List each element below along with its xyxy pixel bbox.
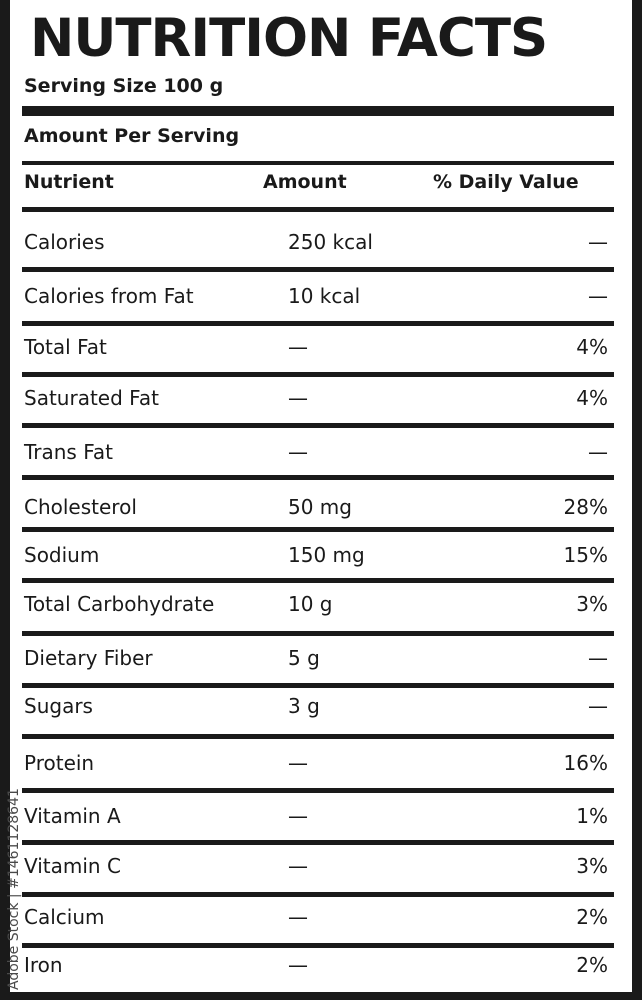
table-row [0, 953, 642, 993]
row-divider [22, 943, 614, 948]
row-divider [22, 267, 614, 272]
table-row [0, 854, 642, 894]
nutrient-amount: — [288, 751, 308, 775]
nutrient-name: Sugars [24, 694, 93, 718]
nutrient-name: Total Fat [24, 335, 107, 359]
nutrient-name: Sodium [24, 543, 100, 567]
row-divider [22, 372, 614, 377]
nutrient-daily-value: 4% [576, 386, 608, 410]
row-divider [22, 423, 614, 428]
nutrient-daily-value: 3% [576, 592, 608, 616]
nutrient-amount: 50 mg [288, 495, 352, 519]
nutrient-name: Calcium [24, 905, 105, 929]
table-row [0, 284, 642, 324]
table-row [0, 543, 642, 583]
row-divider [22, 683, 614, 688]
nutrient-amount: 150 mg [288, 543, 365, 567]
nutrient-daily-value: 28% [563, 495, 608, 519]
nutrient-amount: 3 g [288, 694, 320, 718]
table-row [0, 751, 642, 791]
nutrient-amount: — [288, 335, 308, 359]
nutrient-daily-value: 2% [576, 953, 608, 977]
table-row [0, 905, 642, 945]
nutrient-amount: 10 kcal [288, 284, 361, 308]
nutrient-name: Dietary Fiber [24, 646, 153, 670]
header-daily-value: % Daily Value [433, 171, 579, 193]
nutrient-daily-value: 16% [563, 751, 608, 775]
nutrient-daily-value: 1% [576, 804, 608, 828]
row-divider [22, 840, 614, 845]
nutrient-amount: 5 g [288, 646, 320, 670]
nutrient-amount: — [288, 854, 308, 878]
nutrient-daily-value: 15% [563, 543, 608, 567]
row-divider [22, 788, 614, 793]
table-row [0, 804, 642, 844]
nutrient-amount: 10 g [288, 592, 333, 616]
table-row [0, 592, 642, 632]
row-divider [22, 892, 614, 897]
nutrient-daily-value: — [588, 694, 608, 718]
nutrient-daily-value: — [588, 284, 608, 308]
nutrient-name: Calories from Fat [24, 284, 194, 308]
nutrient-name: Calories [24, 230, 105, 254]
nutrient-daily-value: — [588, 440, 608, 464]
nutrient-amount: — [288, 804, 308, 828]
header-amount: Amount [263, 171, 347, 193]
label-title: NUTRITION FACTS [30, 8, 548, 69]
nutrient-name: Protein [24, 751, 95, 775]
nutrient-daily-value: — [588, 646, 608, 670]
nutrient-amount: — [288, 905, 308, 929]
nutrient-amount: — [288, 386, 308, 410]
nutrient-daily-value: 4% [576, 335, 608, 359]
amount-per-serving: Amount Per Serving [24, 125, 240, 147]
nutrient-amount: — [288, 440, 308, 464]
row-divider [22, 527, 614, 532]
nutrient-name: Vitamin A [24, 804, 121, 828]
watermark: Adobe Stock | #1461128641 [6, 788, 22, 990]
nutrient-daily-value: — [588, 230, 608, 254]
nutrient-name: Trans Fat [24, 440, 113, 464]
nutrient-amount: 250 kcal [288, 230, 373, 254]
serving-size: Serving Size 100 g [24, 75, 224, 97]
nutrient-name: Vitamin C [24, 854, 121, 878]
nutrient-daily-value: 2% [576, 905, 608, 929]
table-row [0, 335, 642, 375]
row-divider [22, 475, 614, 480]
nutrient-name: Iron [24, 953, 63, 977]
row-divider [22, 734, 614, 739]
row-divider [22, 321, 614, 326]
table-row [0, 440, 642, 480]
table-row [0, 386, 642, 426]
divider [22, 161, 614, 165]
nutrient-name: Total Carbohydrate [24, 592, 215, 616]
row-divider [22, 631, 614, 636]
divider [22, 207, 614, 212]
nutrient-daily-value: 3% [576, 854, 608, 878]
nutrient-name: Cholesterol [24, 495, 137, 519]
nutrient-name: Saturated Fat [24, 386, 159, 410]
table-row [0, 694, 642, 734]
header-nutrient: Nutrient [24, 171, 114, 193]
table-row [0, 230, 642, 270]
row-divider [22, 578, 614, 583]
nutrient-amount: — [288, 953, 308, 977]
table-row [0, 646, 642, 686]
thick-divider [22, 106, 614, 116]
